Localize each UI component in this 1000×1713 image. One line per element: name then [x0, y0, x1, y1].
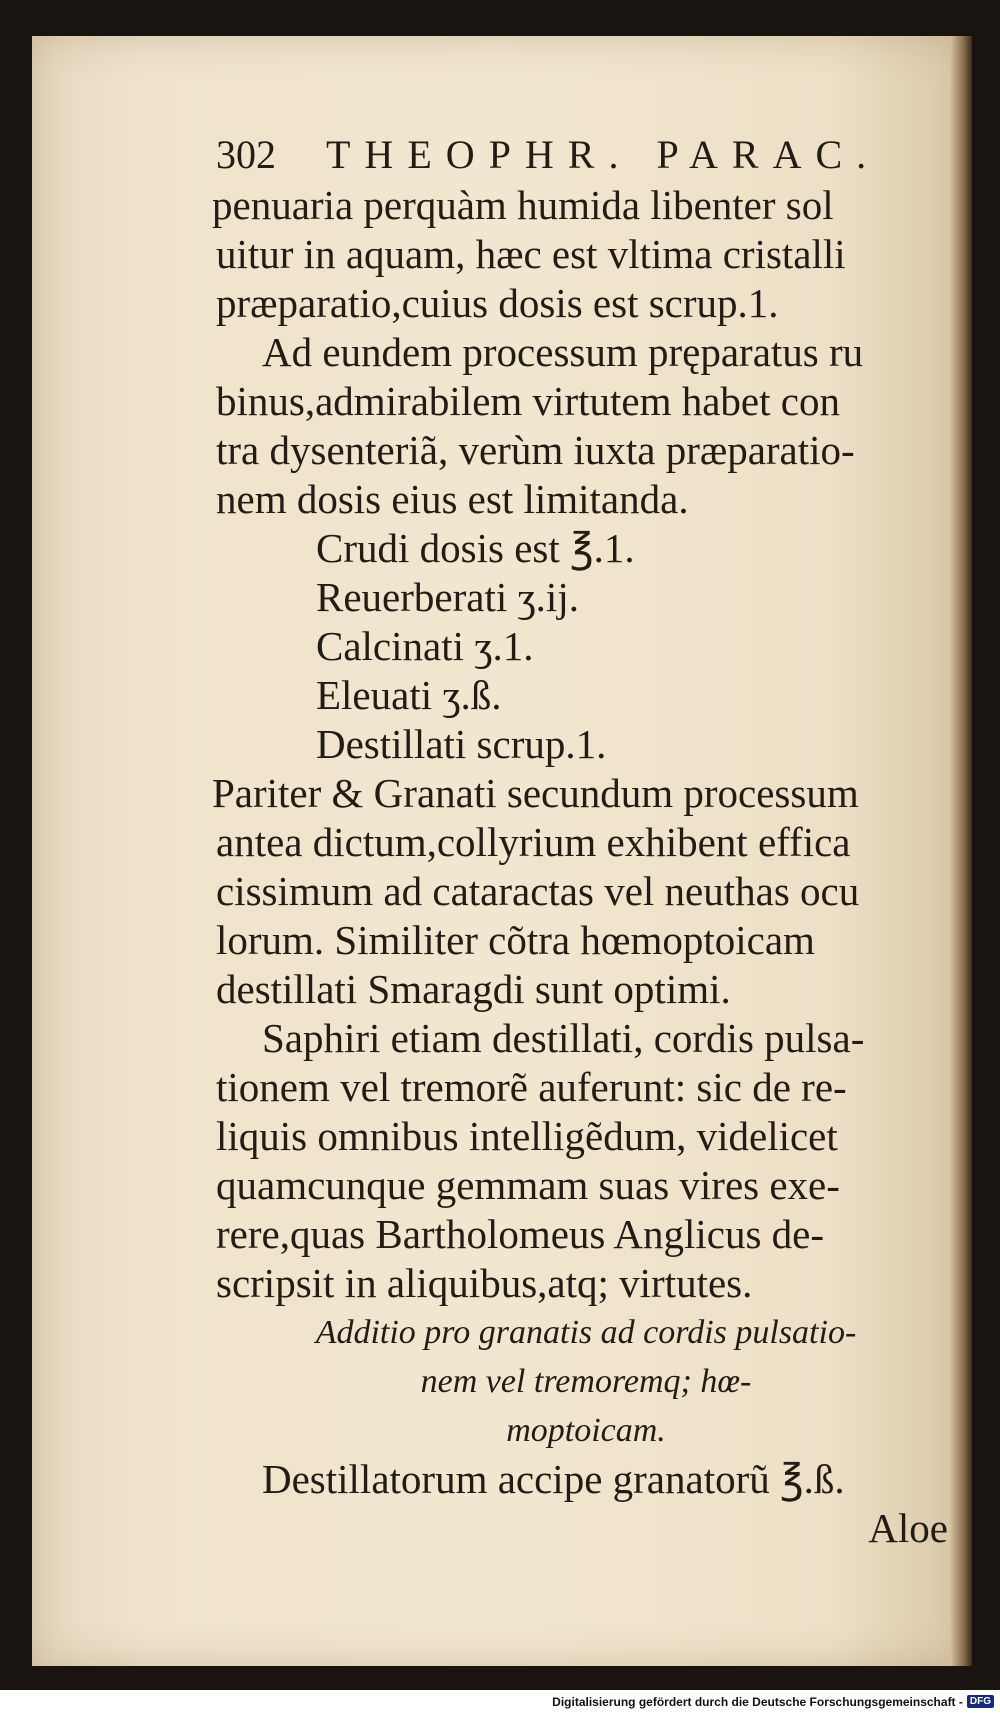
running-title: THEOPHR. PARAC.: [326, 132, 881, 177]
text-line: præparatio,cuius dosis est scrup.1.: [216, 280, 779, 326]
text-line: Saphiri etiam destillati, cordis pulsa-: [262, 1015, 865, 1061]
running-head: [216, 130, 956, 179]
text-line: rere,quas Bartholomeus Anglicus de-: [216, 1211, 825, 1257]
catchword: Aloe: [868, 1505, 948, 1551]
footer-text: Digitalisierung gefördert durch die Deutsche Forschungsgemeinschaft -: [552, 1694, 963, 1709]
section-heading: [216, 1308, 936, 1455]
dfg-logo: DFG: [967, 1695, 994, 1708]
text-line: Pariter & Granati secundum processum: [212, 770, 859, 816]
text-line: binus,admirabilem virtutem habet con: [216, 378, 840, 424]
heading-line: nem vel tremoremq; hœ-: [420, 1363, 752, 1400]
heading-line: Additio pro granatis ad cordis pulsatio-: [315, 1314, 857, 1351]
text-line: liquis omnibus intelligẽdum, videlicet: [216, 1113, 838, 1159]
text-line: penuaria perquàm humida libenter sol: [212, 182, 834, 228]
text-line: tra dysenteriã, verùm iuxta præparatio-: [216, 427, 855, 473]
footer-credit: [0, 1690, 1000, 1713]
dose-line: Reuerberati ʒ.ij.: [316, 574, 579, 620]
text-block: [212, 130, 956, 1553]
text-line: uitur in aquam, hæc est vltima cristalli: [216, 231, 846, 277]
dose-line: Destillati scrup.1.: [316, 721, 607, 767]
text-line: destillati Smaragdi sunt optimi.: [216, 966, 731, 1012]
text-line: Ad eundem processum pręparatus ru: [262, 329, 864, 375]
text-line: scripsit in aliquibus,atq; virtutes.: [216, 1260, 753, 1306]
text-line: lorum. Similiter cõtra hœmoptoicam: [216, 917, 815, 963]
dose-line: Crudi dosis est ℥.1.: [316, 525, 635, 571]
text-line: antea dictum,collyrium exhibent effica: [216, 819, 851, 865]
text-line: nem dosis eius est limitanda.: [216, 476, 689, 522]
heading-line: moptoicam.: [506, 1412, 666, 1449]
dose-line: Calcinati ʒ.1.: [316, 623, 534, 669]
text-line: quamcunque gemmam suas vires exe-: [216, 1162, 840, 1208]
dose-line: Eleuati ʒ.ß.: [316, 672, 502, 718]
page-number: 302: [216, 132, 276, 177]
text-line: tionem vel tremorẽ auferunt: sic de re-: [216, 1064, 847, 1110]
text-line: Destillatorum accipe granatorũ ℥.ß.: [262, 1456, 845, 1502]
text-line: cissimum ad cataractas vel neuthas ocu: [216, 868, 860, 914]
